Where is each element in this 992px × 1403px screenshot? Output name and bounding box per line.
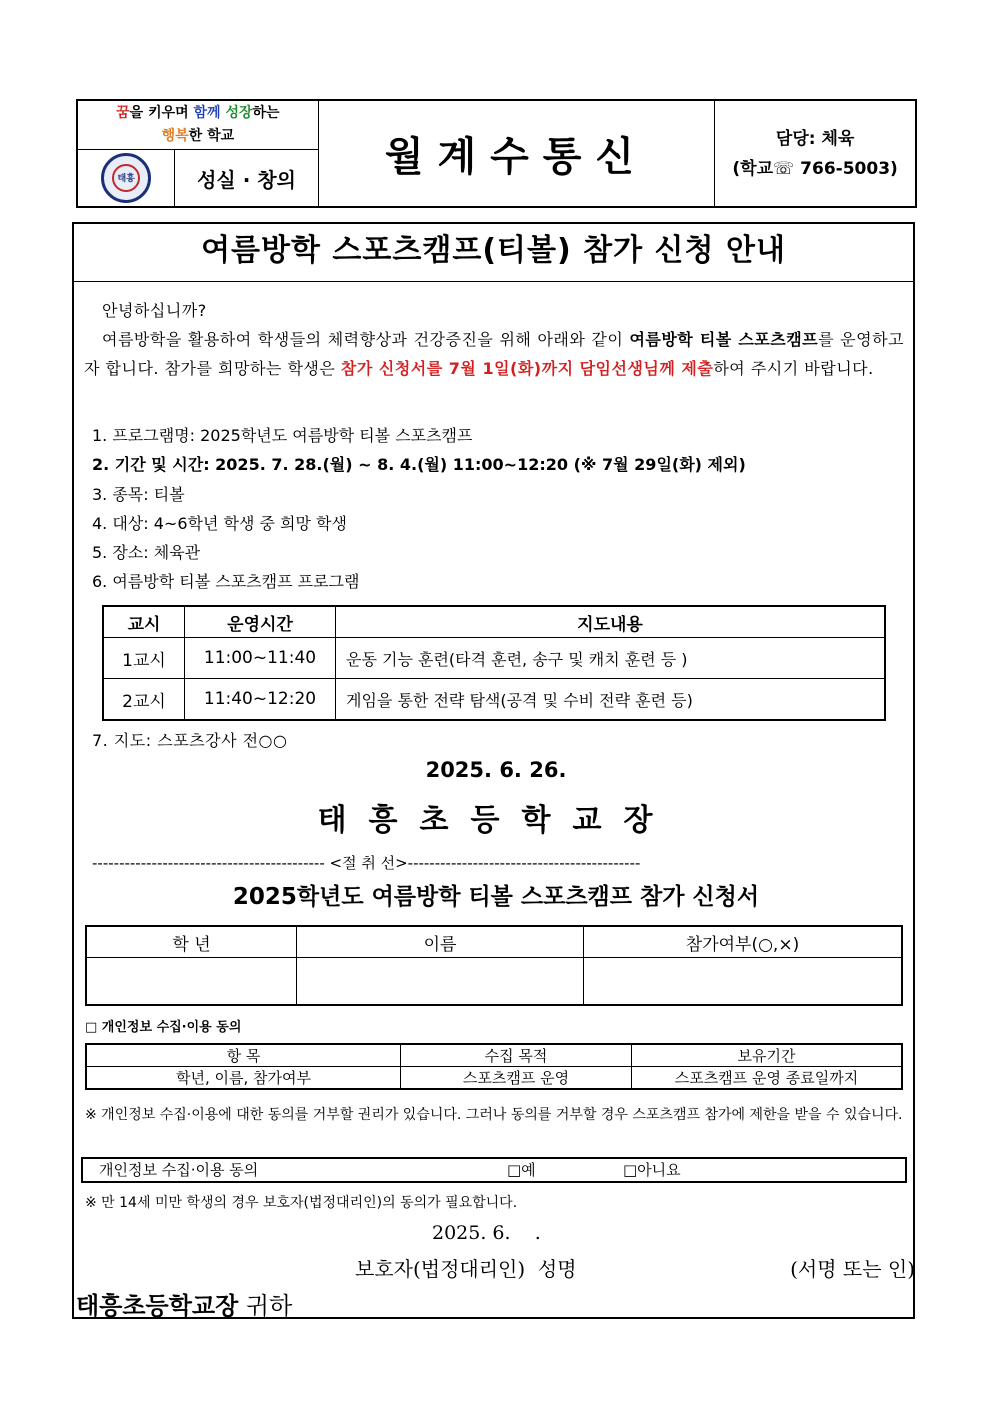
addressee: [76, 1286, 292, 1321]
table-row: [86, 958, 902, 1006]
list-item: 7. 지도: 스포츠강사 전○○: [92, 731, 288, 750]
table-row: [103, 679, 885, 721]
guardian-sign-line: [355, 1253, 915, 1282]
consent-box: [81, 1157, 907, 1183]
intro-paragraph: [84, 296, 904, 383]
newsletter-header: [76, 99, 917, 208]
cut-line: ------------------------------------------- <절 취 선>-------------------------------------------: [92, 854, 641, 872]
slogan-word: 성장: [225, 105, 253, 121]
sign-hint: (서명 또는 인): [790, 1257, 915, 1281]
school-emblem-icon: [101, 153, 151, 203]
table-row: [86, 1067, 902, 1090]
intro-highlight: 여름방학 티볼 스포츠캠프: [629, 330, 819, 349]
table-cell: 스포츠캠프 운영 종료일까지: [632, 1067, 903, 1090]
table-header: 운영시간: [185, 606, 336, 638]
slogan-word: 을 키우며: [129, 105, 194, 121]
consent-no-checkbox[interactable]: □아니요: [623, 1161, 681, 1179]
slogan-word: 한 학교: [188, 128, 235, 144]
consent-yes-checkbox[interactable]: □예: [507, 1161, 536, 1179]
table-cell: 게임을 통한 전략 탐색(공격 및 수비 전략 훈련 등): [336, 679, 886, 721]
application-table: [85, 925, 903, 1006]
slogan-word: 함께: [193, 105, 221, 121]
motto-cell: [175, 150, 318, 208]
name-input-cell[interactable]: [297, 958, 584, 1006]
addressee-name: 태흥초등학교장: [76, 1292, 239, 1320]
table-cell: 스포츠캠프 운영: [401, 1067, 632, 1090]
table-cell: 운동 기능 훈련(타격 훈련, 송구 및 캐치 훈련 등 ): [336, 638, 886, 679]
consent-label: 개인정보 수집·이용 동의: [99, 1161, 259, 1179]
sign-date: 2025. 6. .: [432, 1222, 541, 1244]
newsletter-title: 월계수통신: [384, 134, 649, 180]
table-cell: 11:40~12:20: [185, 679, 336, 721]
greeting: 안녕하십니까?: [102, 301, 207, 320]
deadline-highlight: 참가 신청서를 7월 1일(화)까지 담임선생님께 제출: [340, 359, 714, 378]
guardian-label: 보호자(법정대리인) 성명: [355, 1257, 577, 1281]
school-motto: 성실 · 창의: [197, 167, 296, 192]
privacy-heading: □ 개인정보 수집·이용 동의: [85, 1020, 242, 1035]
slogan-word: 하는: [252, 105, 280, 121]
privacy-table: [85, 1043, 903, 1090]
table-cell: 11:00~11:40: [185, 638, 336, 679]
document-title: 여름방학 스포츠캠프(티볼) 참가 신청 안내: [72, 222, 915, 282]
privacy-notice: ※ 개인정보 수집·이용에 대한 동의를 거부할 권리가 있습니다. 그러나 동의를 거부할 경우 스포츠캠프 참가에 제한을 받을 수 있습니다.: [85, 1107, 903, 1123]
table-row: [103, 638, 885, 679]
issue-date: 2025. 6. 26.: [425, 758, 567, 782]
table-header: 보유기간: [632, 1044, 903, 1067]
table-header: 참가여부(○,×): [584, 926, 903, 958]
table-header: 학 년: [86, 926, 297, 958]
program-table: [102, 605, 886, 721]
list-item: 5. 장소: 체육관: [92, 543, 201, 563]
intro-text: 를 운영하고자 합니다. 참가를 희망하는 학생은: [84, 330, 904, 378]
list-item: 1. 프로그램명: 2025학년도 여름방학 티볼 스포츠캠프: [92, 426, 473, 445]
table-header: 지도내용: [336, 606, 886, 638]
addressee-suffix: 귀하: [238, 1292, 293, 1320]
slogan-word: 꿈: [116, 105, 130, 121]
intro-text: 여름방학을 활용하여 학생들의 체력향상과 건강증진을 위해 아래와 같이: [102, 330, 630, 349]
grade-input-cell[interactable]: [86, 958, 297, 1006]
participation-input-cell[interactable]: [584, 958, 903, 1006]
table-header: 수집 목적: [401, 1044, 632, 1067]
emblem-text: 태흥: [117, 174, 135, 184]
table-cell: 학년, 이름, 참가여부: [86, 1067, 401, 1090]
principal-signature: 태흥초등학교장: [317, 803, 675, 838]
list-item: 3. 종목: 티볼: [92, 484, 185, 504]
list-item: 6. 여름방학 티볼 스포츠캠프 프로그램: [92, 572, 360, 592]
list-item: 4. 대상: 4~6학년 학생 중 희망 학생: [92, 513, 347, 533]
emblem-cell: [77, 150, 175, 208]
list-item: 2. 기간 및 시간: 2025. 7. 28.(월) ~ 8. 4.(월) 11:00~12:20 (※ 7월 29일(화) 제외): [92, 455, 746, 475]
contact-person: 담당: 체육: [775, 128, 855, 149]
program-info-list: [92, 421, 892, 597]
intro-body: [84, 325, 904, 383]
contact-cell: [715, 100, 916, 207]
application-form-title: 2025학년도 여름방학 티볼 스포츠캠프 참가 신청서: [232, 884, 760, 910]
contact-phone: (학교☏ 766-5003): [732, 158, 898, 179]
guardian-notice: ※ 만 14세 미만 학생의 경우 보호자(법정대리인)의 동의가 필요합니다.: [85, 1195, 518, 1211]
table-header: 교시: [103, 606, 185, 638]
table-header: 이름: [297, 926, 584, 958]
slogan-word: 행복: [161, 128, 189, 144]
table-cell: 2교시: [103, 679, 185, 721]
intro-text: 하여 주시기 바랍니다.: [713, 359, 874, 378]
school-slogan: [77, 100, 318, 150]
table-cell: 1교시: [103, 638, 185, 679]
newsletter-title-cell: [318, 100, 714, 207]
table-header: 항 목: [86, 1044, 401, 1067]
